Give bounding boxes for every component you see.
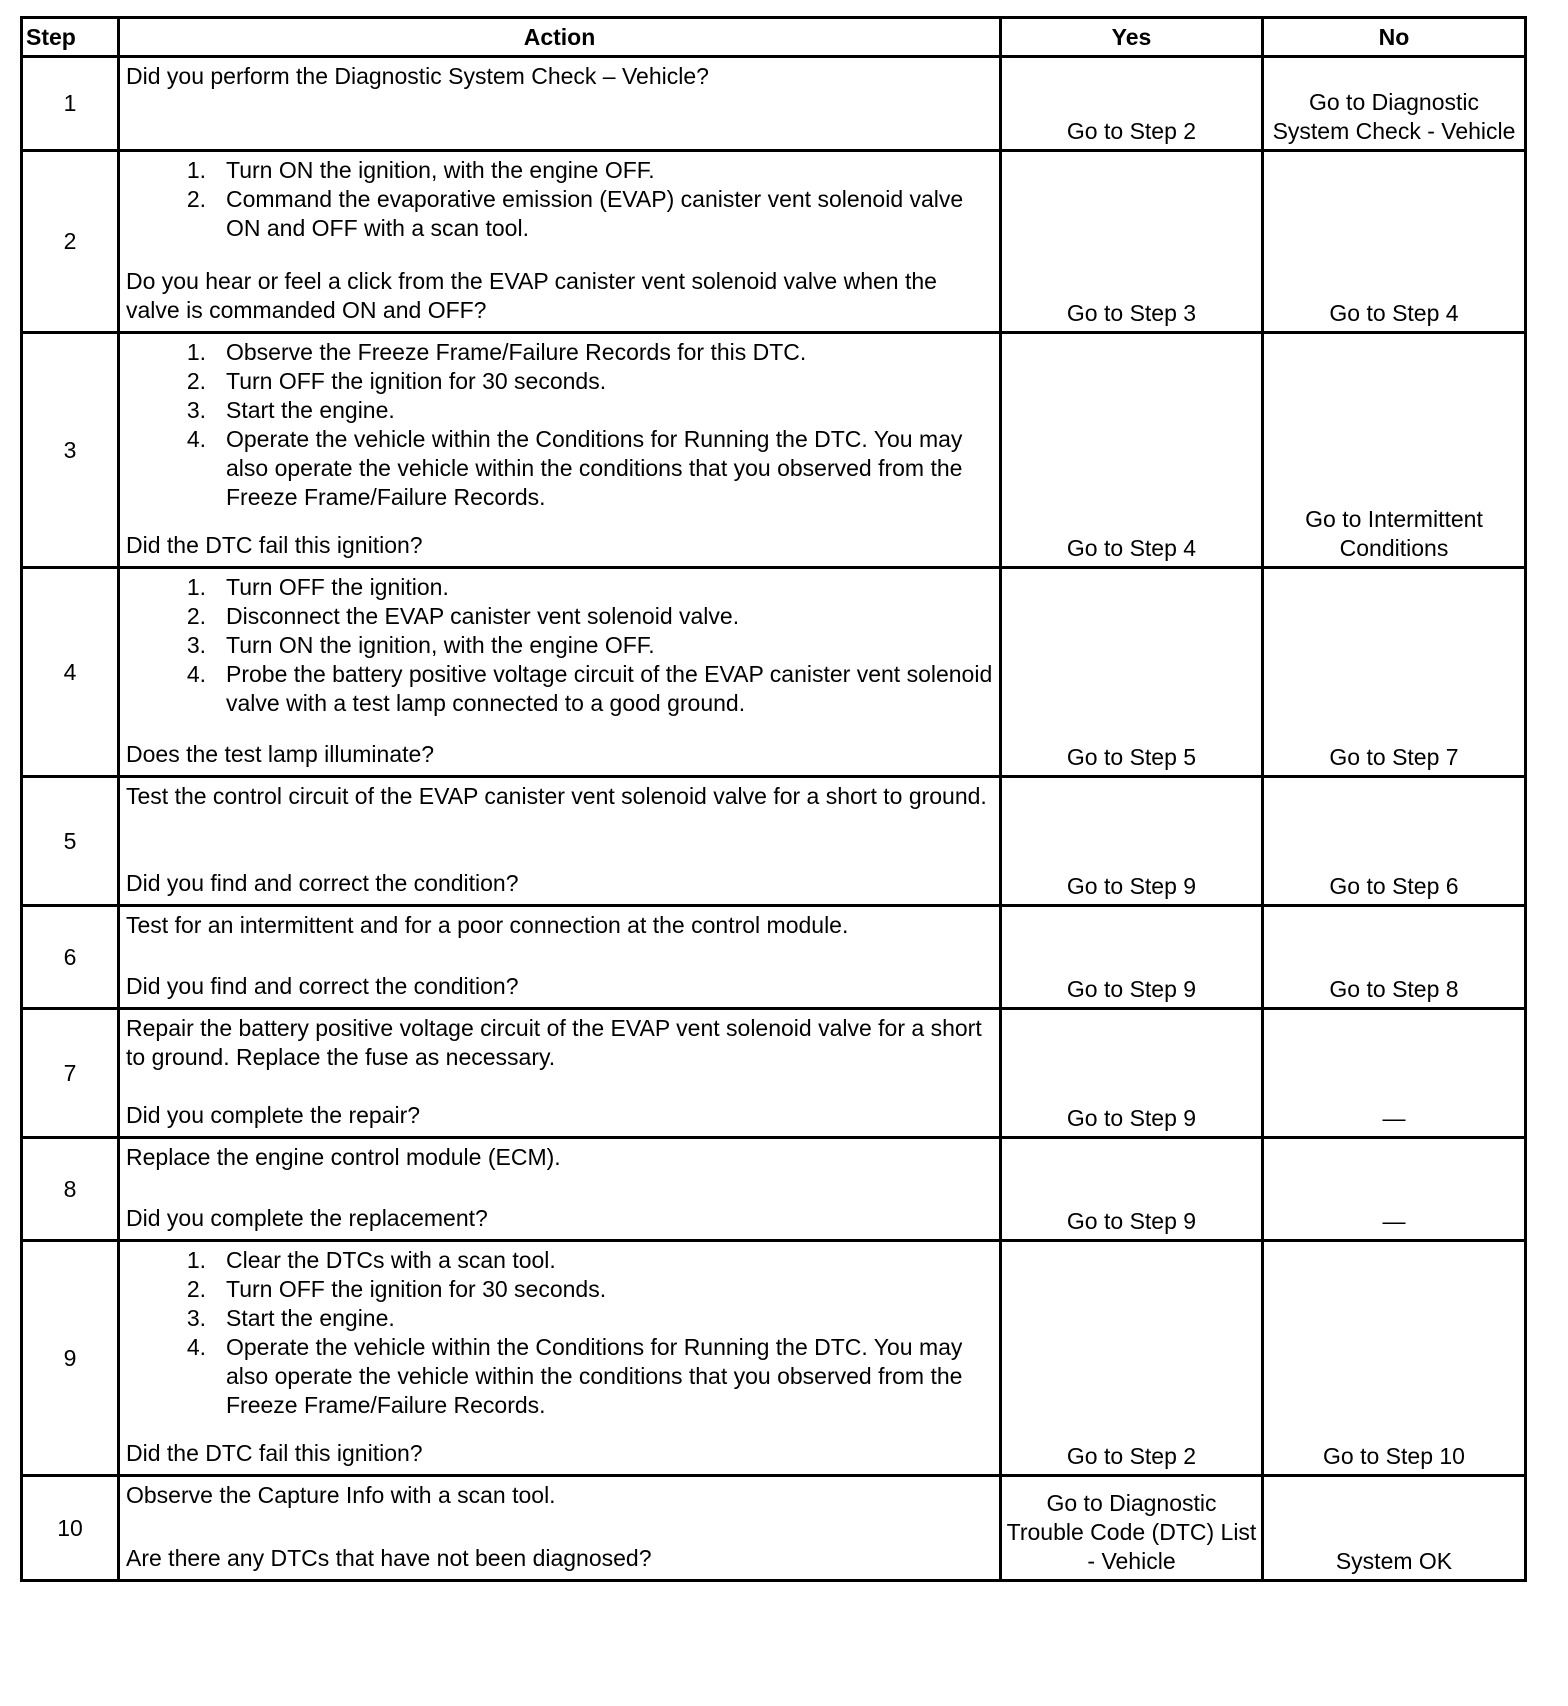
yes-result: Go to Step 3	[1001, 151, 1263, 333]
substep-number: 4.	[186, 426, 206, 452]
table-row	[22, 777, 1526, 906]
action-cell	[119, 1476, 1001, 1581]
substep-item	[176, 338, 993, 367]
step-number: 3	[22, 333, 119, 568]
substep-item	[176, 660, 993, 718]
action-cell	[119, 1138, 1001, 1241]
substep-list	[126, 156, 993, 243]
table-row	[22, 1476, 1526, 1581]
table-row	[22, 333, 1526, 568]
table-row	[22, 1241, 1526, 1476]
step-number: 5	[22, 777, 119, 906]
substep-text: Turn ON the ignition, with the engine OFF.	[226, 157, 655, 183]
action-question: Did the DTC fail this ignition?	[126, 532, 423, 558]
action-question: Did you find and correct the condition?	[126, 870, 519, 896]
step-number: 7	[22, 1009, 119, 1138]
action-cell	[119, 57, 1001, 151]
substep-text: Turn OFF the ignition for 30 seconds.	[226, 368, 607, 394]
step-number: 10	[22, 1476, 119, 1581]
action-question: Did you complete the repair?	[126, 1102, 421, 1128]
substep-number: 1.	[186, 1247, 206, 1273]
step-number: 1	[22, 57, 119, 151]
substep-number: 2.	[186, 1276, 206, 1302]
no-result: Go to Step 8	[1263, 906, 1526, 1009]
no-result: Go to Step 6	[1263, 777, 1526, 906]
substep-item	[176, 367, 993, 396]
substep-text: Clear the DTCs with a scan tool.	[226, 1247, 556, 1273]
table-row	[22, 57, 1526, 151]
action-text: Test the control circuit of the EVAP canister vent solenoid valve for a short to ground.	[126, 783, 987, 809]
header-step: Step	[22, 18, 119, 57]
diagnostic-table	[20, 16, 1527, 1582]
action-cell	[119, 1241, 1001, 1476]
yes-result: Go to Step 5	[1001, 568, 1263, 777]
action-text: Replace the engine control module (ECM).	[126, 1144, 561, 1170]
yes-result: Go to Diagnostic Trouble Code (DTC) List - Vehicle	[1001, 1476, 1263, 1581]
no-result: —	[1263, 1009, 1526, 1138]
substep-list	[126, 573, 993, 718]
no-result: Go to Step 10	[1263, 1241, 1526, 1476]
table-row	[22, 568, 1526, 777]
no-result: Go to Step 7	[1263, 568, 1526, 777]
substep-item	[176, 573, 993, 602]
header-row	[22, 18, 1526, 57]
action-text: Did you perform the Diagnostic System Check – Vehicle?	[126, 63, 709, 89]
substep-item	[176, 185, 993, 243]
action-cell	[119, 151, 1001, 333]
action-cell	[119, 333, 1001, 568]
step-number: 9	[22, 1241, 119, 1476]
substep-text: Probe the battery positive voltage circuit of the EVAP canister vent solenoid valve with a test lamp connected to a good ground.	[226, 661, 993, 716]
action-question: Does the test lamp illuminate?	[126, 741, 435, 767]
no-result: System OK	[1263, 1476, 1526, 1581]
table-row	[22, 1138, 1526, 1241]
step-number: 8	[22, 1138, 119, 1241]
yes-result: Go to Step 9	[1001, 1009, 1263, 1138]
no-result: Go to Step 4	[1263, 151, 1526, 333]
yes-result: Go to Step 2	[1001, 57, 1263, 151]
substep-text: Start the engine.	[226, 397, 395, 423]
substep-number: 3.	[186, 632, 206, 658]
substep-item	[176, 425, 993, 512]
substep-text: Operate the vehicle within the Conditions for Running the DTC. You may also operate the vehicle within the conditions that you observed from the Freeze Frame/Failure Records.	[226, 1334, 963, 1418]
substep-list	[126, 1246, 993, 1420]
yes-result: Go to Step 4	[1001, 333, 1263, 568]
yes-result: Go to Step 9	[1001, 777, 1263, 906]
substep-item	[176, 156, 993, 185]
substep-text: Start the engine.	[226, 1305, 395, 1331]
substep-text: Command the evaporative emission (EVAP) canister vent solenoid valve ON and OFF with a scan tool.	[226, 186, 964, 241]
table-row	[22, 151, 1526, 333]
header-action: Action	[119, 18, 1001, 57]
substep-item	[176, 631, 993, 660]
yes-result: Go to Step 9	[1001, 906, 1263, 1009]
header-yes: Yes	[1001, 18, 1263, 57]
substep-number: 3.	[186, 1305, 206, 1331]
action-cell	[119, 568, 1001, 777]
substep-number: 2.	[186, 603, 206, 629]
no-result: Go to Intermittent Conditions	[1263, 333, 1526, 568]
substep-item	[176, 1333, 993, 1420]
action-text: Repair the battery positive voltage circuit of the EVAP vent solenoid valve for a short to ground. Replace the fuse as necessary.	[126, 1015, 982, 1070]
substep-number: 4.	[186, 1334, 206, 1360]
action-text: Observe the Capture Info with a scan tool.	[126, 1482, 556, 1508]
no-result: —	[1263, 1138, 1526, 1241]
action-question: Are there any DTCs that have not been diagnosed?	[126, 1545, 652, 1571]
no-result: Go to Diagnostic System Check - Vehicle	[1263, 57, 1526, 151]
action-question: Did the DTC fail this ignition?	[126, 1440, 423, 1466]
substep-text: Observe the Freeze Frame/Failure Records for this DTC.	[226, 339, 807, 365]
substep-number: 1.	[186, 157, 206, 183]
substep-number: 3.	[186, 397, 206, 423]
substep-number: 1.	[186, 574, 206, 600]
substep-number: 1.	[186, 339, 206, 365]
substep-text: Turn OFF the ignition for 30 seconds.	[226, 1276, 607, 1302]
substep-item	[176, 1246, 993, 1275]
substep-number: 4.	[186, 661, 206, 687]
substep-text: Turn OFF the ignition.	[226, 574, 449, 600]
substep-number: 2.	[186, 186, 206, 212]
yes-result: Go to Step 2	[1001, 1241, 1263, 1476]
substep-list	[126, 338, 993, 512]
action-text: Test for an intermittent and for a poor connection at the control module.	[126, 912, 849, 938]
table-row	[22, 906, 1526, 1009]
action-question: Did you find and correct the condition?	[126, 973, 519, 999]
substep-item	[176, 602, 993, 631]
table-row	[22, 1009, 1526, 1138]
substep-item	[176, 1275, 993, 1304]
action-cell	[119, 777, 1001, 906]
action-cell	[119, 1009, 1001, 1138]
substep-text: Operate the vehicle within the Conditions for Running the DTC. You may also operate the vehicle within the conditions that you observed from the Freeze Frame/Failure Records.	[226, 426, 963, 510]
substep-item	[176, 1304, 993, 1333]
substep-item	[176, 396, 993, 425]
action-question: Do you hear or feel a click from the EVAP canister vent solenoid valve when the valve is commanded ON and OFF?	[126, 268, 937, 323]
step-number: 6	[22, 906, 119, 1009]
action-question: Did you complete the replacement?	[126, 1205, 488, 1231]
header-no: No	[1263, 18, 1526, 57]
substep-text: Disconnect the EVAP canister vent solenoid valve.	[226, 603, 740, 629]
action-cell	[119, 906, 1001, 1009]
step-number: 4	[22, 568, 119, 777]
substep-text: Turn ON the ignition, with the engine OFF.	[226, 632, 655, 658]
substep-number: 2.	[186, 368, 206, 394]
yes-result: Go to Step 9	[1001, 1138, 1263, 1241]
step-number: 2	[22, 151, 119, 333]
